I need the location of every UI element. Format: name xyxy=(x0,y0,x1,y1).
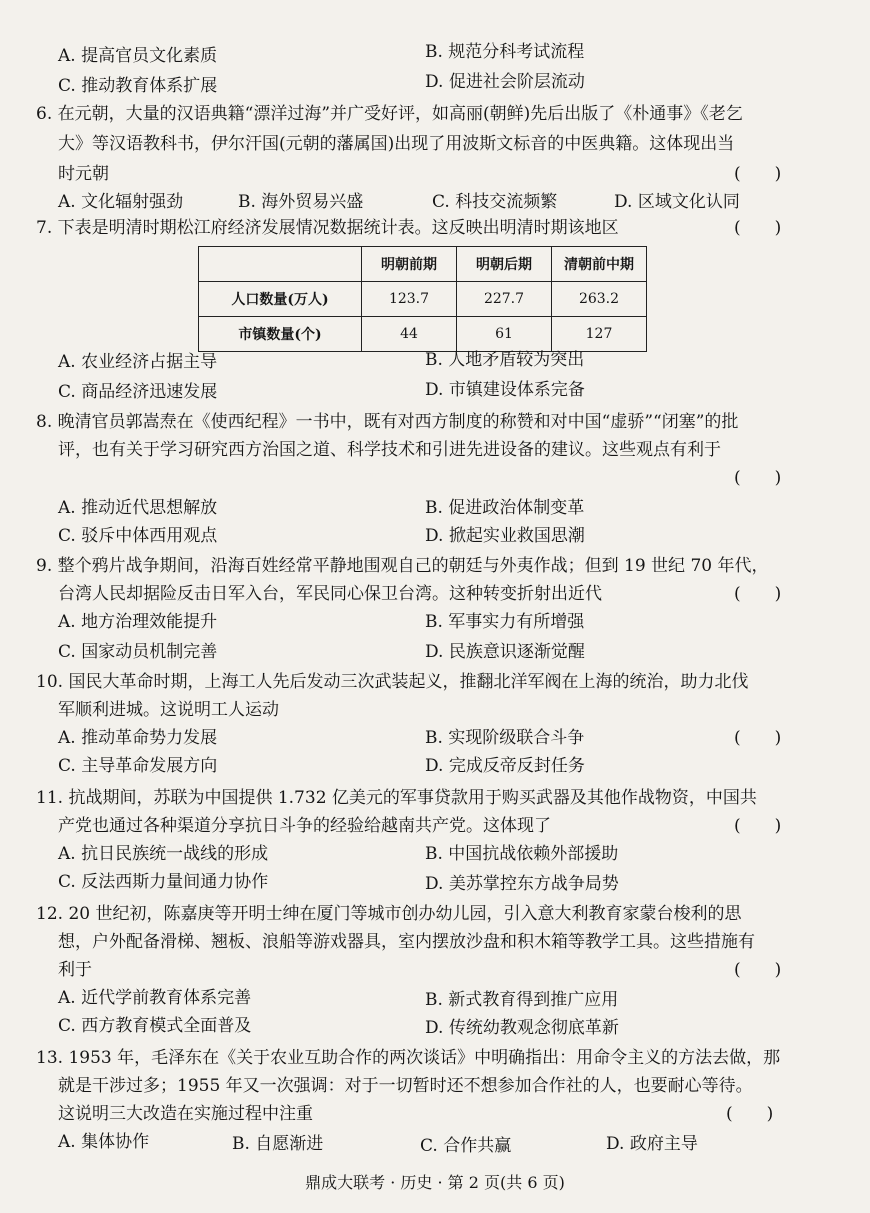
q9-stem-line1: 9. 整个鸦片战争期间，沿海百姓经常平静地围观自己的朝廷与外夷作战；但到 19 世纪 70 年代， xyxy=(36,556,769,576)
table-cell: 263.2 xyxy=(552,282,647,317)
q13-stem-line1: 13. 1953 年，毛泽东在《关于农业互助合作的两次谈话》中明确指出：用命令主义的方法去做，那 xyxy=(36,1048,781,1068)
q7-option-d: D. 市镇建设体系完备 xyxy=(425,380,585,400)
q5-option-b: B. 规范分科考试流程 xyxy=(425,42,585,62)
q7-option-b: B. 人地矛盾较为突出 xyxy=(425,350,585,370)
q6-stem-line3: 时元朝 xyxy=(58,164,109,184)
q7-answer-paren: ( ) xyxy=(734,218,782,238)
q5-option-a: A. 提高官员文化素质 xyxy=(58,46,218,66)
q13-option-a: A. 集体协作 xyxy=(58,1132,150,1152)
table-header-cell: 清朝前中期 xyxy=(552,247,647,282)
q9-option-d: D. 民族意识逐渐觉醒 xyxy=(425,642,585,662)
table-cell: 127 xyxy=(552,317,647,352)
q9-option-b: B. 军事实力有所增强 xyxy=(425,612,585,632)
table-row-label: 市镇数量(个) xyxy=(199,317,362,352)
q12-answer-paren: ( ) xyxy=(734,960,782,980)
q10-stem-line2: 军顺利进城。这说明工人运动 xyxy=(58,700,279,720)
q8-option-b: B. 促进政治体制变革 xyxy=(425,498,585,518)
q12-option-d: D. 传统幼教观念彻底革新 xyxy=(425,1018,619,1038)
table-row xyxy=(199,317,647,352)
q6-stem-line2: 大》等汉语教科书，伊尔汗国(元朝的藩属国)出现了用波斯文标音的中医典籍。这体现出当 xyxy=(58,134,735,154)
q7-stem-line1: 7. 下表是明清时期松江府经济发展情况数据统计表。这反映出明清时期该地区 xyxy=(36,218,619,238)
q6-answer-paren: ( ) xyxy=(734,164,782,184)
q9-stem-line2: 台湾人民却据险反击日军入台，军民同心保卫台湾。这种转变折射出近代 xyxy=(58,584,602,604)
q6-stem-line1: 6. 在元朝，大量的汉语典籍“漂洋过海”并广受好评，如高丽(朝鲜)先后出版了《朴通事》《老乞 xyxy=(36,104,743,124)
table-header-cell: 明朝前期 xyxy=(362,247,457,282)
q7-option-a: A. 农业经济占据主导 xyxy=(58,352,218,372)
q8-option-a: A. 推动近代思想解放 xyxy=(58,498,218,518)
table-cell: 61 xyxy=(457,317,552,352)
q13-answer-paren: ( ) xyxy=(726,1104,774,1124)
table-cell: 44 xyxy=(362,317,457,352)
q6-option-b: B. 海外贸易兴盛 xyxy=(238,192,364,212)
q13-option-d: D. 政府主导 xyxy=(606,1134,698,1154)
q9-option-c: C. 国家动员机制完善 xyxy=(58,642,218,662)
q10-option-a: A. 推动革命势力发展 xyxy=(58,728,218,748)
q12-stem-line3: 利于 xyxy=(58,960,92,980)
q10-option-b: B. 实现阶级联合斗争 xyxy=(425,728,585,748)
table-header-row xyxy=(199,247,647,282)
q13-stem-line3: 这说明三大改造在实施过程中注重 xyxy=(58,1104,313,1124)
q8-stem-line2: 评，也有关于学习研究西方治国之道、科学技术和引进先进设备的建议。这些观点有利于 xyxy=(58,440,721,460)
q9-option-a: A. 地方治理效能提升 xyxy=(58,612,218,632)
q12-option-a: A. 近代学前教育体系完善 xyxy=(58,988,252,1008)
q12-option-b: B. 新式教育得到推广应用 xyxy=(425,990,619,1010)
q8-option-d: D. 掀起实业救国思潮 xyxy=(425,526,585,546)
q12-option-c: C. 西方教育模式全面普及 xyxy=(58,1016,252,1036)
q12-stem-line2: 想，户外配备滑梯、翘板、浪船等游戏器具，室内摆放沙盘和积木箱等教学工具。这些措施有 xyxy=(58,932,755,952)
q5-option-c: C. 推动教育体系扩展 xyxy=(58,76,218,96)
q13-option-c: C. 合作共赢 xyxy=(420,1136,512,1156)
q8-option-c: C. 驳斥中体西用观点 xyxy=(58,526,218,546)
page-footer: 鼎成大联考 · 历史 · 第 2 页(共 6 页) xyxy=(305,1173,565,1192)
q7-data-table xyxy=(198,246,647,352)
q11-option-c: C. 反法西斯力量间通力协作 xyxy=(58,872,269,892)
q6-option-c: C. 科技交流频繁 xyxy=(432,192,558,212)
table-row-label: 人口数量(万人) xyxy=(199,282,362,317)
q6-option-a: A. 文化辐射强劲 xyxy=(58,192,184,212)
q13-option-b: B. 自愿渐进 xyxy=(232,1134,324,1154)
q8-answer-paren: ( ) xyxy=(734,468,782,488)
q10-option-d: D. 完成反帝反封任务 xyxy=(425,756,585,776)
q8-stem-line1: 8. 晚清官员郭嵩焘在《使西纪程》一书中，既有对西方制度的称赞和对中国“虚骄”“闭塞”的批 xyxy=(36,412,739,432)
q11-option-b: B. 中国抗战依赖外部援助 xyxy=(425,844,619,864)
q11-option-d: D. 美苏掌控东方战争局势 xyxy=(425,874,619,894)
q11-stem-line1: 11. 抗战期间，苏联为中国提供 1.732 亿美元的军事贷款用于购买武器及其他作战物资，中国共 xyxy=(36,788,757,808)
table-cell: 227.7 xyxy=(457,282,552,317)
q12-stem-line1: 12. 20 世纪初，陈嘉庚等开明士绅在厦门等城市创办幼儿园，引入意大利教育家蒙台梭利的思 xyxy=(36,904,742,924)
table-row xyxy=(199,282,647,317)
table-header-cell xyxy=(199,247,362,282)
q11-answer-paren: ( ) xyxy=(734,816,782,836)
q11-stem-line2: 产党也通过各种渠道分享抗日斗争的经验给越南共产党。这体现了 xyxy=(58,816,551,836)
q5-option-d: D. 促进社会阶层流动 xyxy=(425,72,585,92)
q10-answer-paren: ( ) xyxy=(734,728,782,748)
q11-option-a: A. 抗日民族统一战线的形成 xyxy=(58,844,269,864)
table-cell: 123.7 xyxy=(362,282,457,317)
q7-option-c: C. 商品经济迅速发展 xyxy=(58,382,218,402)
q10-stem-line1: 10. 国民大革命时期，上海工人先后发动三次武装起义，推翻北洋军阀在上海的统治，助力北伐 xyxy=(36,672,749,692)
q13-stem-line2: 就是干涉过多；1955 年又一次强调：对于一切暂时还不想参加合作社的人，也要耐心等待。 xyxy=(58,1076,753,1096)
q10-option-c: C. 主导革命发展方向 xyxy=(58,756,218,776)
table-header-cell: 明朝后期 xyxy=(457,247,552,282)
q6-option-d: D. 区域文化认同 xyxy=(614,192,740,212)
q9-answer-paren: ( ) xyxy=(734,584,782,604)
